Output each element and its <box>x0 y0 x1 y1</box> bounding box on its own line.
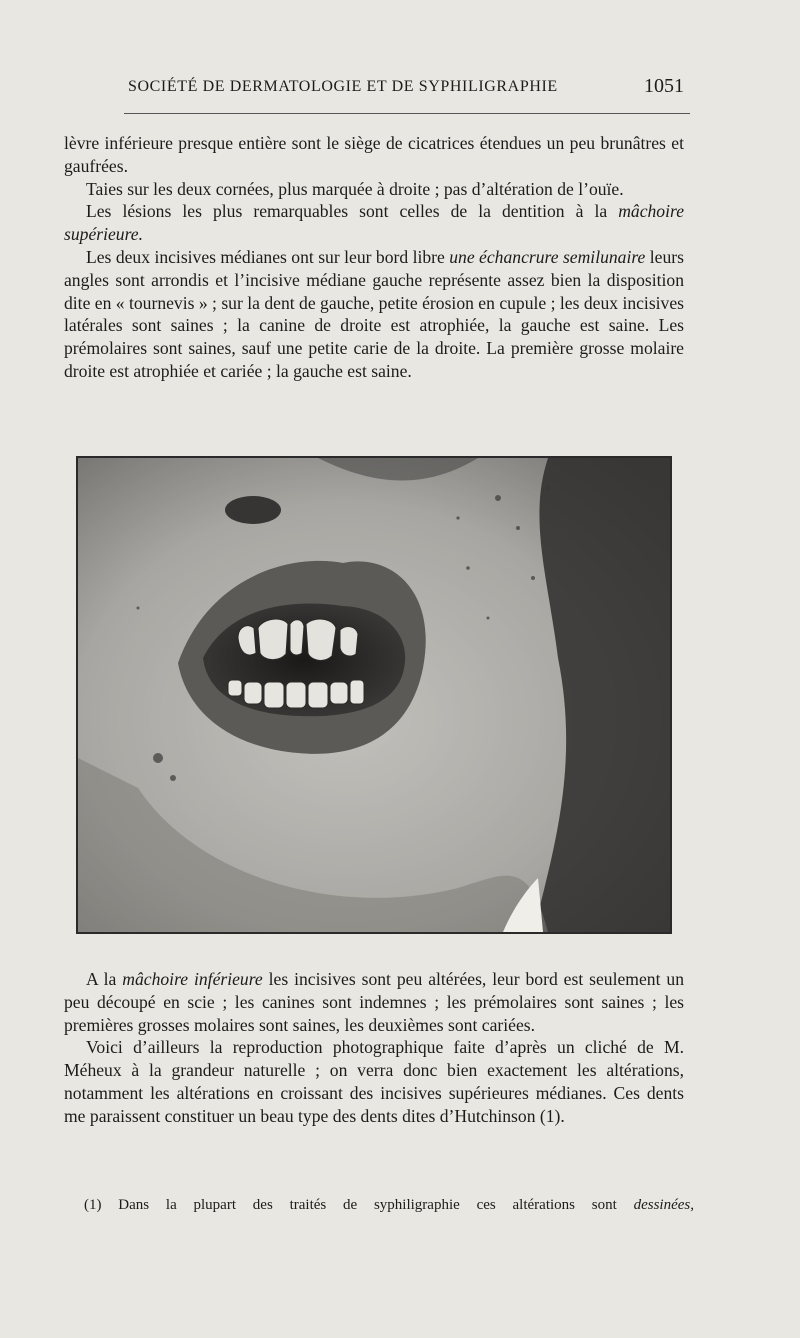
text-run: Les lésions les plus remarquables sont celles de la dentition à la <box>86 201 619 222</box>
running-title: SOCIÉTÉ DE DERMATOLOGIE ET DE SYPHILIGRAPHIE <box>128 78 558 95</box>
text-run: Les deux incisives médianes ont sur leur bord libre <box>86 246 450 267</box>
paragraph-p5 <box>64 968 684 1036</box>
paragraph-p4 <box>64 246 684 383</box>
text-run: Taies sur les deux cornées, plus marquée à droite ; pas d’altération de l’ouïe. <box>86 178 624 199</box>
paragraph-p2 <box>64 178 684 201</box>
text-run: lèvre inférieure presque entière sont le siège de cicatrices étendues un peu brunâtres et gaufrées. <box>64 133 684 176</box>
photo-drawing <box>78 458 670 932</box>
body-text-bottom <box>64 968 684 1128</box>
mouth-photograph <box>76 456 672 934</box>
running-header <box>128 76 684 100</box>
paragraph-p1 <box>64 132 684 178</box>
text-run: les incisives sont peu altérées, leur bord est seulement un peu découpé en scie ; les canines sont indemnes ; les prémolaires sont saines ; les premières grosses molaires sont saines, les deuxièmes sont cariées. <box>64 969 685 1035</box>
italic-phrase: mâchoire supérieure. <box>64 201 684 245</box>
paragraph-p6 <box>64 1036 684 1127</box>
text-run: Voici d’ailleurs la reproduction photographique faite d’après un cliché de M. Méheux à la grandeur naturelle ; on verra donc bien exactement les altérations, notamment les altérations en croissant des incisives supérieures médianes. Ces dents me paraissent constituer un beau type des dents dites d’Hutchinson (1). <box>64 1037 684 1126</box>
text-run: (1) Dans la plupart des traités de syphiligraphie ces altérations sont <box>84 1197 634 1213</box>
body-text-top <box>64 132 684 383</box>
italic-phrase: une échancrure semilunaire <box>449 246 646 267</box>
page-number: 1051 <box>644 75 684 97</box>
italic-phrase: dessinées, <box>633 1197 694 1213</box>
header-rule <box>124 113 690 114</box>
italic-phrase: mâchoire inférieure <box>122 969 263 989</box>
text-run: leurs angles sont arrondis et l’incisive médiane gauche représente assez bien la disposition dite en « tournevis » ; sur la dent de gauche, petite érosion en cupule ; les deux incisives latérales sont saines ; la canine de droite est atrophiée, la gauche est saine. Les prémolaires sont saines, sauf une petite carie de la droite. La première grosse molaire droite est atrophiée et cariée ; la gauche est saine. <box>64 246 685 381</box>
text-run: A la <box>86 969 123 989</box>
footnote <box>84 1195 694 1215</box>
paragraph-p3 <box>64 200 684 246</box>
